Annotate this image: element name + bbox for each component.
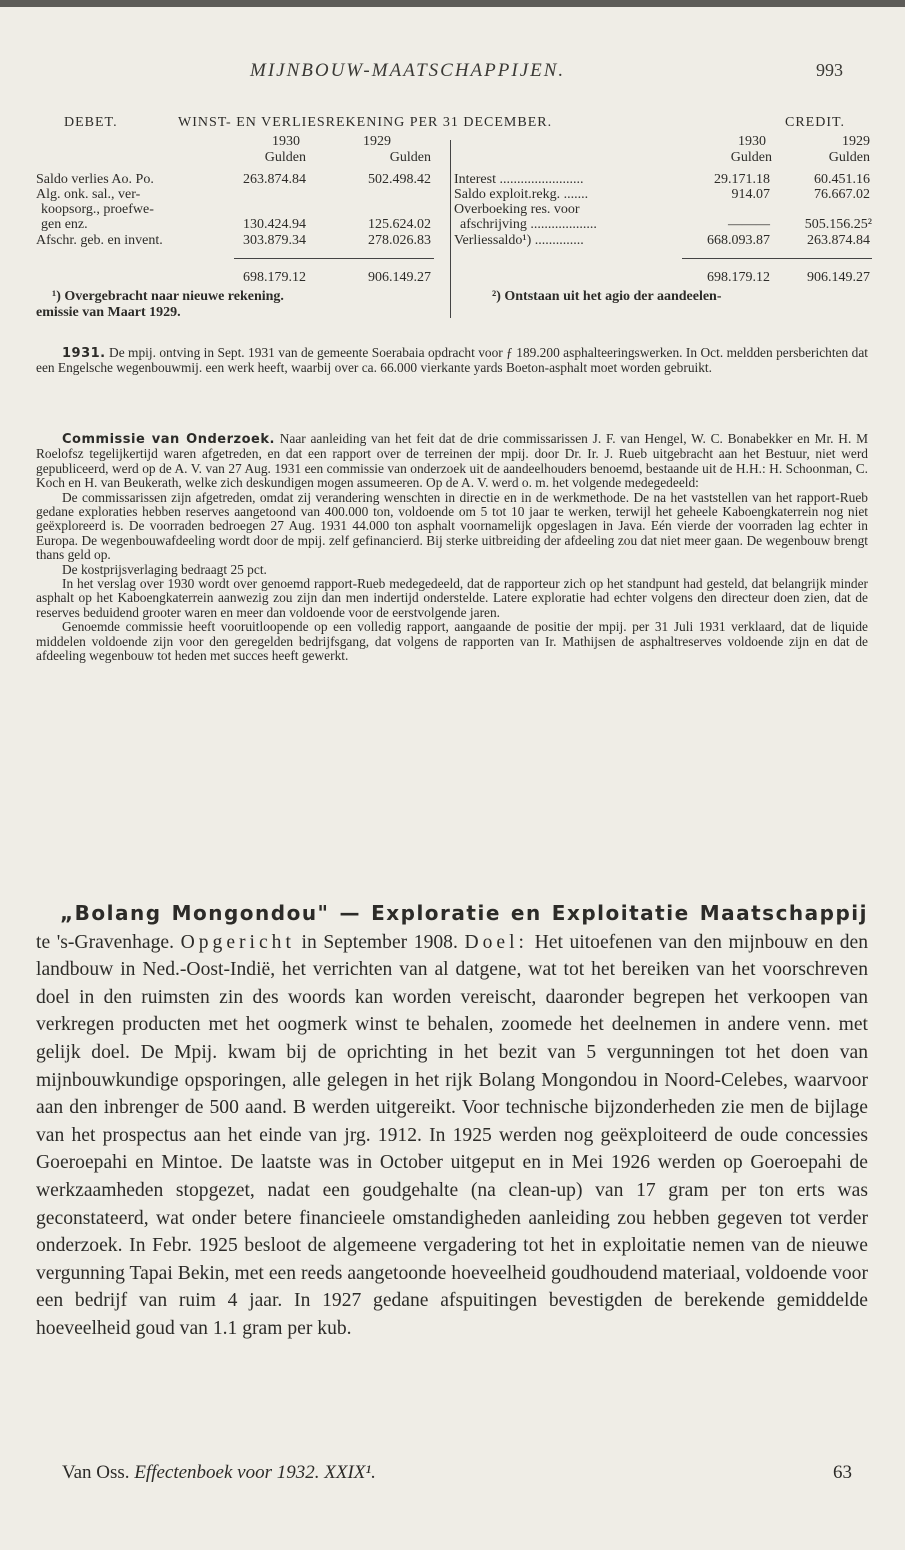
page-number: 993 [816,60,843,80]
credit-row-label: Verliessaldo¹) .............. [454,233,584,248]
debit-year-1930: 1930 [272,134,300,149]
footer-sheet-number: 63 [833,1462,852,1483]
debit-row-value: 502.498.42 [368,172,431,187]
commissie-paragraph-5: Genoemde commissie heeft vooruitloopende op een volledig rapport, aangaande de positie der mpij. per 31 Juli 1931 verklaard, dat de liquide middelen voldoende zijn voor den geregelden bedrijfsgang, dat volgens de rapporten van Ir. Mathijsen de asphaltreserves voldoende zijn en dat de afdeeling wegenbouw tot heden met succes heeft gewerkt. [36,619,868,664]
commissie-paragraph-2: De commissarissen zijn afgetreden, omdat zij verandering wenschten in directie en in de werkmethode. De na het vaststellen van het rapport-Rueb gedane exploraties hebben reserves aangetoond van 400.000 ton, voldoende om 5 tot 10 jaar te werken, terwijl het geheele Kaboengkaterrein nog niet geëxploreerd is. De voorraden bedroegen 27 Aug. 1931 44.000 ton asphalt voornamelijk opgeslagen in Java. Eén vierde der voorraden lag echter in Europa. De wegenbouwafdeeling wordt door de mpij. zelf gefinancierd. Bij sterke uitbreiding der afdeeling zou dat niet meer gaan. De wegenbouw brengt thans geld op. [36,489,868,563]
company-place: te 's-Gravenhage. [36,931,174,953]
debet-label: DEBET. [64,115,118,130]
credit-row-label-text: Verliessaldo¹) [454,233,532,248]
commissie-paragraph-3: De kostprijsverlaging bedraagt 25 pct. [62,561,267,577]
credit-row-label: afschrijving ................... [460,217,597,232]
credit-unit-b: Gulden [828,150,870,165]
commissie-paragraph-4: In het verslag over 1930 wordt over genoemd rapport-Rueb medegedeeld, dat de rapporteur zich op het standpunt had gesteld, dat belangrijk minder asphalt op het Kaboengkaterrein aanwezig zou zijn dan men indertijd onderstelde. Latere exploratie had echter volgens den directeur doen zien, dat de reserves beduidend grooter waren en meer dan voldoende voor de eerstvolgende jaren. [36,576,868,620]
debit-row-value: 263.874.84 [243,172,306,187]
footer-author: Van Oss. [62,1462,130,1483]
paragraph-1931-lead: 1931. [62,346,106,361]
credit-year-1929: 1929 [842,134,870,149]
credit-row-label: Interest ........................ [454,172,584,187]
credit-row-label-text: Interest [454,172,496,187]
debit-row-label: koopsorg., proefwe- [41,202,154,217]
debit-row-value: 130.424.94 [243,217,306,232]
bolang-mongondou-entry [36,900,868,1343]
credit-unit-a: Gulden [730,150,772,165]
commissie-paragraph-1: Naar aanleiding van het feit dat de drie commissarissen J. F. van Hengel, W. C. Bonabekker en Mr. H. M Roelofsz tegelijkertijd waren afgetreden, en dat een rapport over de terreinen der mpij. door Dr. Ir. J. Rueb uitgebracht aan het Bestuur, niet werd gepubliceerd, werd op de A. V. van 27 Aug. 1931 een commissie van onderzoek uit de aandeelhouders benoemd, bestaande uit de H.H.: H. Schoonman, C. Koch en H. van Beukerath, welke zich deskundigen mogen assumeeren. Op de A. V. werd o. m. het volgende medegedeeld: [36,431,869,491]
footnote-2-continued: emissie van Maart 1929. [36,305,181,320]
debit-total-rule [234,258,434,259]
credit-row-label: Overboeking res. voor [454,202,580,217]
debit-total-1929: 906.149.27 [368,270,431,285]
debit-total-1930: 698.179.12 [243,270,306,285]
debit-row-label: Saldo verlies Ao. Po. [36,172,154,187]
scan-top-border [0,0,905,7]
company-title: „Bolang Mongondou" — Exploratie en Exploitatie Maatschappij [60,901,868,925]
footer-book: Effectenboek voor 1932. [134,1462,320,1483]
debit-row-value: 125.624.02 [368,217,431,232]
paragraph-1931 [36,346,868,376]
credit-label: CREDIT. [785,115,846,130]
credit-row-value: 76.667.02 [814,187,870,202]
page-footer [62,1462,852,1486]
debit-row-label: Afschr. geb. en invent. [36,233,163,248]
credit-row-label-text: Saldo exploit.rekg. [454,187,561,202]
credit-total-1930: 698.179.12 [707,270,770,285]
credit-row-value: 263.874.84 [807,233,870,248]
credit-row-value: 914.07 [731,187,770,202]
debit-row-value: 303.879.34 [243,233,306,248]
debit-year-1929: 1929 [363,134,391,149]
credit-row-label-text: afschrijving [460,217,527,232]
running-title: MIJNBOUW-MAATSCHAPPIJEN. [250,60,566,81]
opgericht-label: Opgericht [180,931,295,953]
credit-row-value: ——— [728,217,770,232]
company-body: Het uitoefenen van den mijnbouw en den landbouw in Ned.-Oost-Indië, het verrichten van al datgene, wat tot het bereiken van het voorschreven doel in den ruimsten zin des woords kan worden vereischt, daaronder begrepen het verkoopen van verkregen producten met het oogmerk winst te behalen, zoomede het deelnemen in andere venn. met gelijk doel. De Mpij. kwam bij de oprichting in het bezit van 5 vergunningen tot het doen van mijnbouwkundige opsporingen, alle gelegen in het rijk Bolang Mongondou in Noord-Celebes, waarvoor aan den inbrenger de 500 aand. B werden uitgereikt. Voor technische bijzonderheden zie men de bijlage van het prospectus aan het einde van jrg. 1912. In 1925 werden nog geëxploiteerd de oude concessies Goeroepahi en Mintoe. De laatste was in October uitgeput en in Mei 1926 werden op Goeroepahi de werkzaamheden stopgezet, nadat een goudgehalte (na clean-up) van 17 gram per ton erts was geconstateerd, wat onder betere financieele omstandigheden aanleiding zou hebben gegeven tot verder onderzoek. In Febr. 1925 besloot de algemeene vergadering tot het in exploitatie nemen van de nieuwe vergunning Tapai Bekin, met een reeds aangetoonde hoeveelheid goudhoudend materiaal, voldoende voor een bedrijf van ruim 4 jaar. In 1927 gedane afspuitingen bevestigden de berekende gemiddelde hoeveelheid goud van 1.1 gram per kub. [36,931,869,1339]
paragraph-1931-text: De mpij. ontving in Sept. 1931 van de gemeente Soerabaia opdracht voor ƒ 189.200 asphalteeringswerken. In Oct. meldden persberichten dat een Engelsche wegenbouwmij. een werk heeft, waarbij over ca. 66.000 vierkante yards Boeton-asphalt moet worden gebruikt. [36,345,868,376]
footnote-1: ¹) Overgebracht naar nieuwe rekening. [52,289,284,304]
doel-label: Doel: [464,931,528,953]
account-heading [52,115,862,135]
opgericht-value: in September 1908. [301,931,458,953]
credit-row-value: 29.171.18 [714,172,770,187]
account-title: WINST- EN VERLIESREKENING PER 31 DECEMBER. [178,115,553,130]
commissie-lead: Commissie van Onderzoek. [62,432,275,447]
credit-row-value: 60.451.16 [814,172,870,187]
credit-year-1930: 1930 [738,134,766,149]
footer-citation [62,1462,376,1484]
ledger-divider [450,140,451,318]
footnote-2: ²) Ontstaan uit het agio der aandeelen- [492,289,722,304]
credit-total-rule [682,258,872,259]
debit-row-label: gen enz. [41,217,88,232]
debit-row-label: Alg. onk. sal., ver- [36,187,141,202]
debit-unit-a: Gulden [264,150,306,165]
credit-total-1929: 906.149.27 [807,270,870,285]
debit-row-value: 278.026.83 [368,233,431,248]
footer-part: XXIX¹. [324,1462,376,1483]
credit-row-value: 505.156.25² [804,217,872,232]
credit-row-label: Saldo exploit.rekg. ....... [454,187,589,202]
commissie-section [36,432,868,664]
debit-unit-b: Gulden [389,150,431,165]
credit-row-value: 668.093.87 [707,233,770,248]
